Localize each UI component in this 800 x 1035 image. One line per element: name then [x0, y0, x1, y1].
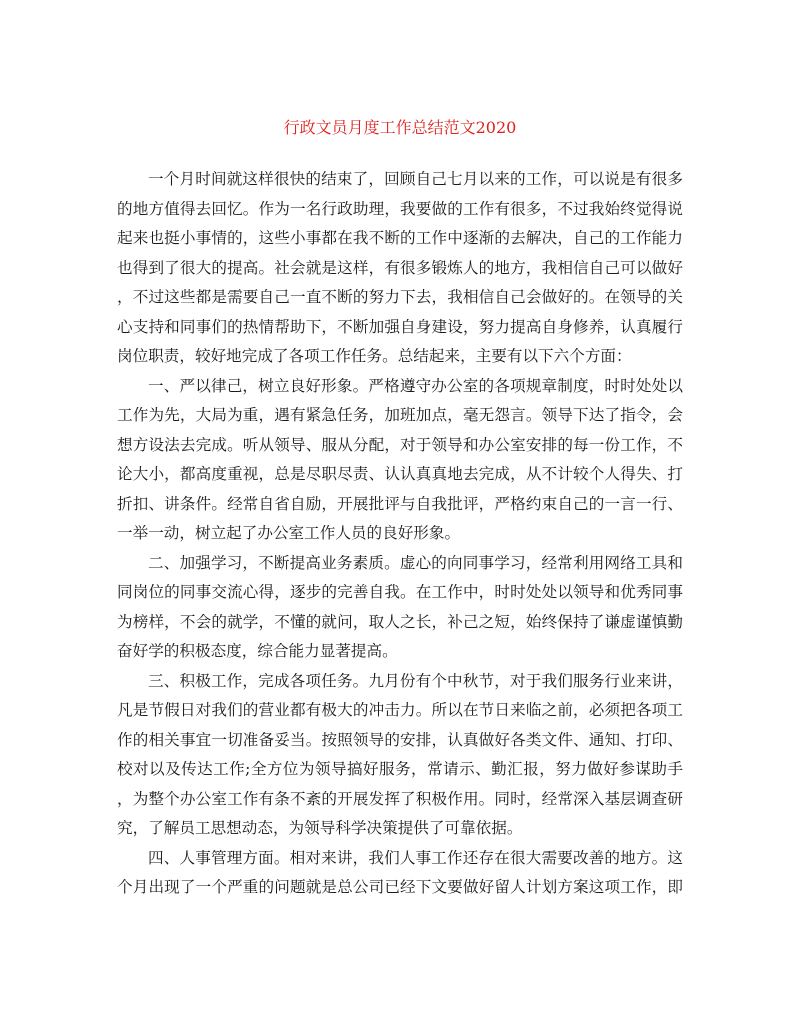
text-line: ，不过这些都是需要自己一直不断的努力下去，我相信自己会做好的。在领导的关	[117, 288, 683, 306]
paragraph-learning	[117, 549, 683, 667]
paragraph-tasks	[117, 667, 683, 844]
text-line: 同岗位的同事交流心得，逐步的完善自我。在工作中，时时处处以领导和优秀同事	[117, 583, 683, 601]
text-line: 究，了解员工思想动态，为领导科学决策提供了可靠依据。	[117, 819, 523, 837]
text-line: 二、加强学习，不断提高业务素质。虚心的向同事学习，经常利用网络工具和	[148, 553, 683, 572]
text-line: 的地方值得去回忆。作为一名行政助理，我要做的工作有很多，不过我始终觉得说	[117, 199, 683, 218]
text-line: 为榜样，不会的就学，不懂的就问，取人之长，补己之短，始终保持了谦虚谨慎勤	[117, 612, 683, 631]
text-line: ，为整个办公室工作有条不紊的开展发挥了积极作用。同时，经常深入基层调查研	[117, 789, 683, 808]
text-line: 也得到了很大的提高。社会就是这样，有很多锻炼人的地方，我相信自己可以做好	[117, 258, 683, 277]
text-line: 三、积极工作，完成各项任务。九月份有个中秋节，对于我们服务行业来讲，	[148, 671, 683, 690]
document-title: 行政文员月度工作总结范文2020	[283, 117, 517, 137]
text-line: 奋好学的积极态度，综合能力显著提高。	[117, 642, 398, 660]
text-line: 起来也挺小事情的，这些小事都在我不断的工作中逐渐的去解决，自己的工作能力	[117, 229, 683, 247]
text-line: 四、人事管理方面。相对来讲，我们人事工作还存在很大需要改善的地方。这	[148, 848, 683, 867]
document-body	[117, 165, 683, 903]
text-line: 校对以及传达工作;全方位为领导搞好服务，常请示、勤汇报，努力做好参谋助手	[117, 760, 683, 778]
text-line: 凡是节假日对我们的营业都有极大的冲击力。所以在节日来临之前，必须把各项工	[117, 701, 683, 719]
text-line: 作的相关事宜一切准备妥当。按照领导的安排，认真做好各类文件、通知、打印、	[117, 730, 683, 749]
text-line: 工作为先，大局为重，遇有紧急任务，加班加点，毫无怨言。领导下达了指令，会	[117, 406, 683, 424]
text-line: 论大小，都高度重视，总是尽职尽责、认认真真地去完成，从不计较个人得失、打	[117, 465, 683, 483]
paragraph-self-discipline	[117, 372, 683, 549]
text-line: 一、严以律己，树立良好形象。严格遵守办公室的各项规章制度，时时处处以	[148, 376, 683, 395]
text-line: 岗位职责，较好地完成了各项工作任务。总结起来，主要有以下六个方面：	[117, 347, 632, 365]
text-line: 折扣、讲条件。经常自省自励，开展批评与自我批评，严格约束自己的一言一行、	[117, 494, 683, 513]
paragraph-intro	[117, 165, 683, 372]
text-line: 个月出现了一个严重的问题就是总公司已经下文要做好留人计划方案这项工作，即	[117, 878, 683, 896]
text-line: 心支持和同事们的热情帮助下，不断加强自身建设，努力提高自身修养，认真履行	[117, 317, 683, 336]
text-line: 想方设法去完成。听从领导、服从分配，对于领导和办公室安排的每一份工作，不	[117, 435, 683, 454]
paragraph-personnel	[117, 844, 683, 903]
text-line: 一个月时间就这样很快的结束了，回顾自己七月以来的工作，可以说是有很多	[148, 170, 683, 188]
text-line: 一举一动，树立起了办公室工作人员的良好形象。	[117, 524, 461, 542]
